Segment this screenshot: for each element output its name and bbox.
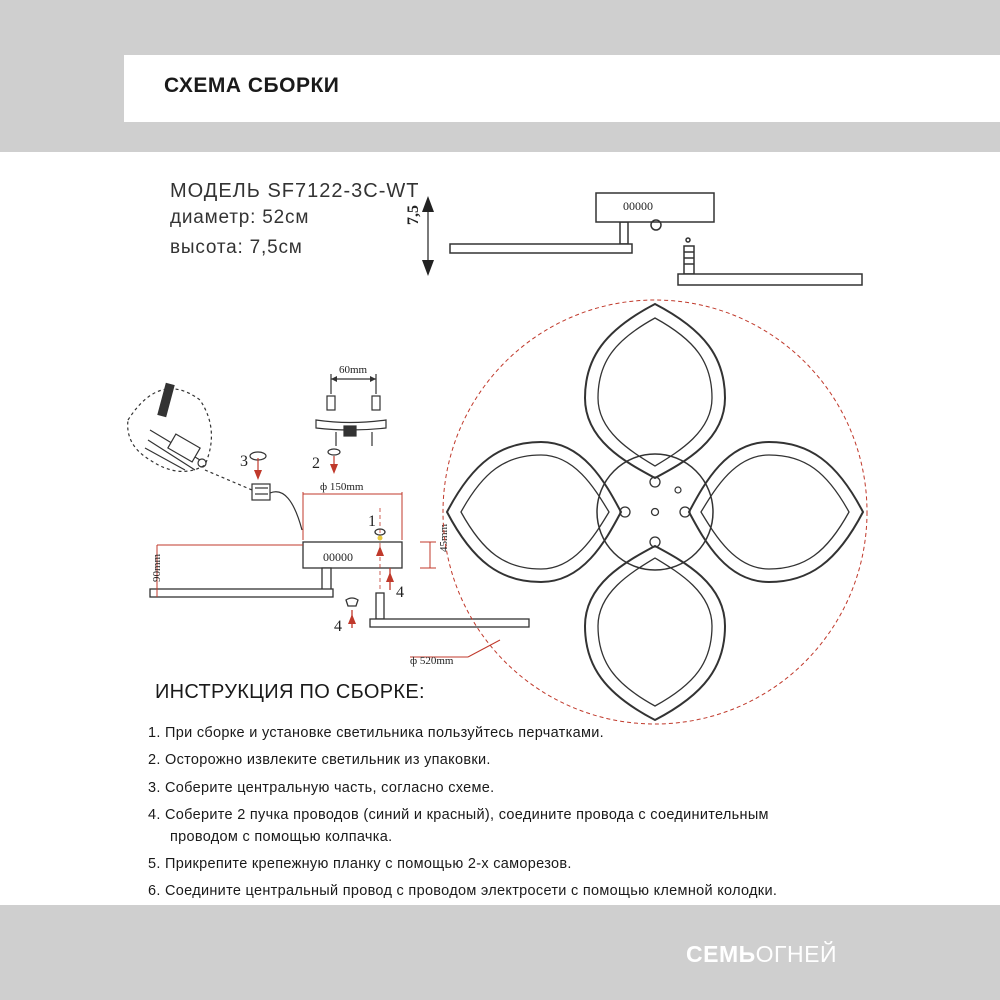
instruction-step: 1. При сборке и установке светильника пользуйтесь перчатками. xyxy=(148,725,604,741)
brand-regular: ОГНЕЙ xyxy=(755,941,837,967)
model-spec: МОДЕЛЬ SF7122-3C-WT xyxy=(170,180,420,202)
wiring-detail xyxy=(128,384,302,530)
footer-band xyxy=(0,905,1000,1000)
page-title: СХЕМА СБОРКИ xyxy=(164,74,340,97)
height-spec: высота: 7,5см xyxy=(170,237,303,258)
step-4-number-b: 4 xyxy=(334,618,342,635)
step-2-number: 2 xyxy=(312,455,320,472)
lamp-top-view xyxy=(410,300,867,724)
side-height-label: 7,5 xyxy=(405,205,422,225)
canopy-display-top: 00000 xyxy=(623,199,653,213)
step-1-number: 1 xyxy=(368,513,376,530)
brand-logo xyxy=(686,941,837,968)
instruction-step: 5. Прикрепите крепежную планку с помощью 2-х саморезов. xyxy=(148,856,572,872)
total-height-label: 90mm xyxy=(151,553,163,582)
canopy-height-label: 45mm xyxy=(438,523,450,552)
cap-step3 xyxy=(250,452,266,480)
diameter-spec: диаметр: 52см xyxy=(170,207,310,228)
brand-bold: СЕМЬ xyxy=(686,941,756,967)
canopy-diameter-label: ф 150mm xyxy=(320,481,364,493)
instruction-step-continued: проводом с помощью колпачка. xyxy=(170,829,393,845)
instructions-title: ИНСТРУКЦИЯ ПО СБОРКЕ: xyxy=(155,681,425,703)
instruction-step: 6. Соедините центральный провод с проводом электросети с помощью клемной колодки. xyxy=(148,883,778,899)
step-4-number-a: 4 xyxy=(396,584,404,601)
mounting-bracket xyxy=(316,374,386,474)
canopy-display-main: 00000 xyxy=(323,550,353,564)
step-3-number: 3 xyxy=(240,453,248,470)
lamp-diameter-label: ф 520mm xyxy=(410,655,454,667)
mount-width-label: 60mm xyxy=(339,364,368,376)
instruction-step: 3. Соберите центральную часть, согласно схеме. xyxy=(148,780,495,796)
instruction-step: 2. Осторожно извлеките светильник из упаковки. xyxy=(148,752,491,768)
instruction-step: 4. Соберите 2 пучка проводов (синий и красный), соедините провода с соединительным xyxy=(148,807,769,823)
